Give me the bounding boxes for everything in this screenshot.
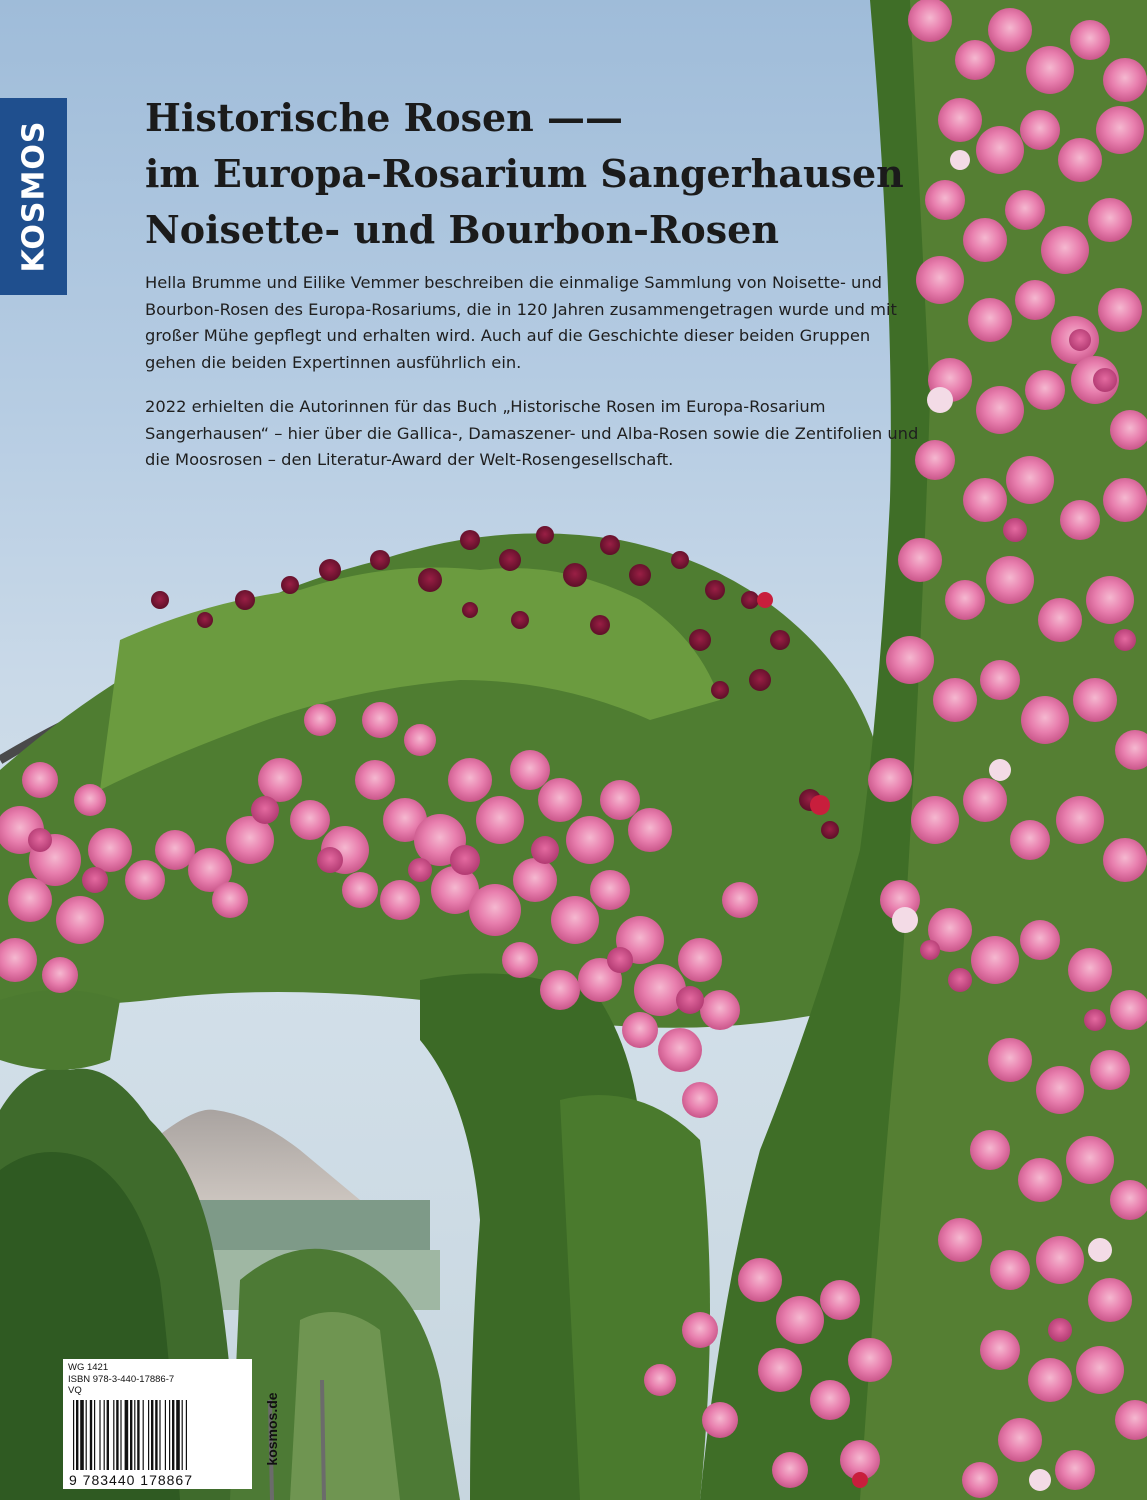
barcode-bar [104,1400,105,1470]
isbn-number: ISBN 978-3-440-17886-7 [68,1373,175,1385]
blurb [145,270,925,492]
blurb-paragraph-1: Hella Brumme und Eilike Vemmer beschreiben die einmalige Sammlung von Noisette- und Bourbon-Rosen des Europa-Rosariums, die in 120 Jahren zusammengetragen wurde und mit großer Mühe gepflegt und erhalten wird. Auch auf die Geschichte dieser beiden Gruppen gehen die beiden Expertinnen ausführlich ein. [145,273,897,372]
barcode-bar [155,1400,157,1470]
barcode-bar [94,1400,95,1470]
barcode-digits: 9 783440 178867 [69,1472,193,1488]
barcode-bar [120,1400,121,1470]
barcode-bar [125,1400,129,1470]
barcode-bar [99,1400,100,1470]
barcode-bar [130,1400,132,1470]
barcode-bar [76,1400,78,1470]
book-title [145,90,905,258]
barcode-bar [172,1400,174,1470]
barcode-bar [134,1400,135,1470]
barcode-bar [186,1400,187,1470]
barcode-meta [68,1362,174,1397]
barcode-bar [182,1400,183,1470]
kosmos-logo-text: KOSMOS [16,120,52,273]
vq-code: VQ [68,1385,82,1396]
barcode-bar [176,1400,180,1470]
wg-number: WG 1421 [68,1362,109,1373]
barcode-bar [90,1400,92,1470]
barcode-bar [148,1400,149,1470]
barcode-bar [137,1400,139,1470]
blurb-paragraph-2: 2022 erhielten die Autorinnen für das Buch „Historische Rosen im Europa-Rosarium Sangerhausen“ – hier über die Gallica-, Damaszener- und Alba-Rosen sowie die Zentifolien und die Moosrosen – den Literatur-Award der Welt-Rosengesellschaft. [145,397,919,469]
barcode-bar [116,1400,118,1470]
barcode-bar [165,1400,166,1470]
barcode-bar [169,1400,170,1470]
barcode-bar [80,1400,84,1470]
kosmos-logo [0,98,67,295]
barcode-bar [86,1400,87,1470]
barcode-bar [113,1400,114,1470]
title-line-1: Historische Rosen —— [145,95,624,140]
title-line-2: im Europa-Rosarium Sangerhausen [145,151,904,196]
website-label: kosmos.de [264,1392,280,1466]
barcode-bar [143,1400,144,1470]
barcode-icon [73,1400,223,1472]
barcode-bar [151,1400,153,1470]
title-line-3: Noisette- und Bourbon-Rosen [145,207,779,252]
barcode-bar [73,1400,74,1470]
barcode-panel [63,1359,252,1489]
barcode-bar [159,1400,160,1470]
barcode-bar [107,1400,109,1470]
